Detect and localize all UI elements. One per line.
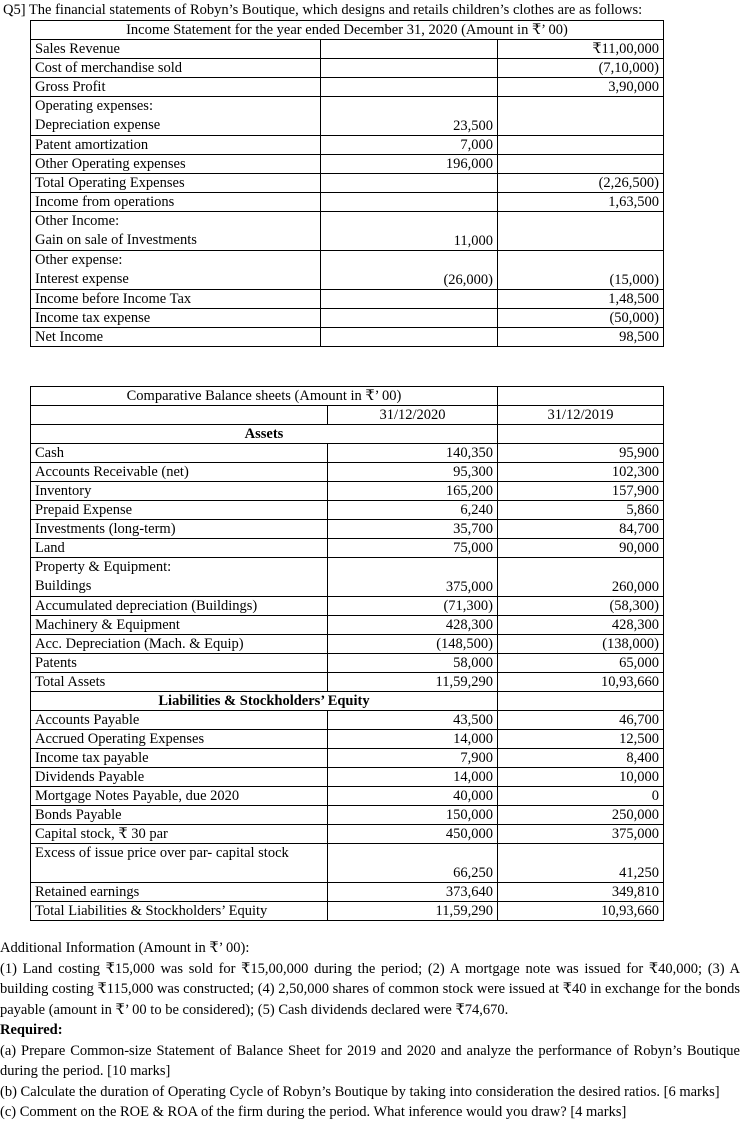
- assets-label: [31, 558, 328, 597]
- income-statement-label-line1: Other expense:: [35, 252, 123, 268]
- income-statement-row: [31, 193, 664, 212]
- income-statement-label: Net Income: [31, 328, 321, 347]
- income-statement-mid-value: [321, 174, 498, 193]
- assets-value-2019: 10,93,660: [498, 673, 664, 692]
- income-statement-mid-value: 196,000: [321, 155, 498, 174]
- assets-label: Patents: [31, 654, 328, 673]
- income-statement-row: [31, 97, 664, 136]
- assets-value-2020: 75,000: [328, 539, 498, 558]
- income-statement-label-line2: Gain on sale of Investments: [35, 232, 197, 248]
- liabilities-label: Retained earnings: [31, 883, 328, 902]
- assets-row: [31, 482, 664, 501]
- liabilities-value-2020: 450,000: [328, 825, 498, 844]
- income-statement-row: [31, 155, 664, 174]
- required-heading: Required:: [0, 1022, 63, 1038]
- assets-value-2020: 428,300: [328, 616, 498, 635]
- liabilities-label: Accounts Payable: [31, 711, 328, 730]
- liabilities-label: Total Liabilities & Stockholders’ Equity: [31, 902, 328, 921]
- income-statement-label-line2: Interest expense: [35, 271, 129, 287]
- liabilities-row: [31, 711, 664, 730]
- assets-value-2019: 95,900: [498, 444, 664, 463]
- liabilities-value-2019: 8,400: [498, 749, 664, 768]
- assets-label-line2: Buildings: [35, 578, 92, 594]
- income-statement-right-value: ₹11,00,000: [498, 40, 664, 59]
- additional-info-text: (1) Land costing ₹15,000 was sold for ₹15,00,000 during the period; (2) A mortgage note was issued for ₹40,000; (3) A building costing ₹115,000 was constructed; (4) 2,50,000 shares of common stock were issued at ₹40 in exchange for the bonds payable (amount in ₹’ 00 to be considered); (5) Cash dividends declared were ₹74,670.: [0, 960, 740, 1018]
- liabilities-value-2020: 14,000: [328, 768, 498, 787]
- liabilities-row: [31, 730, 664, 749]
- income-statement-label: Income tax expense: [31, 309, 321, 328]
- assets-value-2020: 35,700: [328, 520, 498, 539]
- income-statement-row: [31, 309, 664, 328]
- assets-row: [31, 520, 664, 539]
- assets-value-2019: 5,860: [498, 501, 664, 520]
- assets-label: Machinery & Equipment: [31, 616, 328, 635]
- liabilities-value-2020: 40,000: [328, 787, 498, 806]
- income-statement-header-row: [31, 21, 664, 40]
- liabilities-row: [31, 902, 664, 921]
- assets-value-2020: 95,300: [328, 463, 498, 482]
- assets-row: [31, 501, 664, 520]
- assets-value-2020: (148,500): [328, 635, 498, 654]
- income-statement-label: Cost of merchandise sold: [31, 59, 321, 78]
- balance-sheet-header-row: [31, 387, 664, 406]
- income-statement-mid-value: (26,000): [321, 251, 498, 290]
- liabilities-label: Income tax payable: [31, 749, 328, 768]
- liabilities-value-2020: 11,59,290: [328, 902, 498, 921]
- income-statement-right-value: (2,26,500): [498, 174, 664, 193]
- liabilities-label: Bonds Payable: [31, 806, 328, 825]
- income-statement-label: Gross Profit: [31, 78, 321, 97]
- liabilities-row: [31, 825, 664, 844]
- income-statement-header: Income Statement for the year ended December 31, 2020 (Amount in ₹’ 00): [31, 21, 664, 40]
- liabilities-value-2019: 10,93,660: [498, 902, 664, 921]
- income-statement-label-line1: Other Income:: [35, 213, 120, 229]
- liabilities-label: [31, 844, 328, 883]
- assets-value-2020: 11,59,290: [328, 673, 498, 692]
- income-statement-mid-value: [321, 290, 498, 309]
- assets-value-2020: 165,200: [328, 482, 498, 501]
- assets-label: Accumulated depreciation (Buildings): [31, 597, 328, 616]
- income-statement-label: Other Operating expenses: [31, 155, 321, 174]
- balance-sheet-date-row: [31, 406, 664, 425]
- income-statement-label-line2: Depreciation expense: [35, 117, 161, 133]
- balance-sheet-table: [30, 386, 664, 921]
- income-statement-label: Income from operations: [31, 193, 321, 212]
- income-statement-label: [31, 251, 321, 290]
- income-statement-row: [31, 78, 664, 97]
- col-2020-header: 31/12/2020: [328, 406, 498, 425]
- assets-row: [31, 463, 664, 482]
- balance-sheet-header: Comparative Balance sheets (Amount in ₹’ 00): [31, 387, 498, 406]
- assets-value-2019: 84,700: [498, 520, 664, 539]
- liabilities-value-2020: 373,640: [328, 883, 498, 902]
- liabilities-value-2020: 43,500: [328, 711, 498, 730]
- income-statement-mid-value: [321, 328, 498, 347]
- income-statement-mid-value: [321, 78, 498, 97]
- income-statement-mid-value: [321, 40, 498, 59]
- assets-row: [31, 654, 664, 673]
- assets-label: Total Assets: [31, 673, 328, 692]
- liabilities-heading-row: [31, 692, 664, 711]
- assets-row: [31, 539, 664, 558]
- assets-label: Prepaid Expense: [31, 501, 328, 520]
- liabilities-value-2019: 41,250: [498, 844, 664, 883]
- assets-row: [31, 597, 664, 616]
- income-statement-row: [31, 136, 664, 155]
- income-statement-row: [31, 174, 664, 193]
- liabilities-label: Dividends Payable: [31, 768, 328, 787]
- assets-value-2020: 6,240: [328, 501, 498, 520]
- assets-row: [31, 558, 664, 597]
- liabilities-row: [31, 883, 664, 902]
- assets-value-2020: (71,300): [328, 597, 498, 616]
- income-statement-row: [31, 212, 664, 251]
- income-statement-row: [31, 59, 664, 78]
- additional-info-heading: Additional Information (Amount in ₹’ 00):: [0, 940, 250, 956]
- assets-value-2019: 260,000: [498, 558, 664, 597]
- assets-heading: Assets: [31, 425, 498, 444]
- income-statement-row: [31, 328, 664, 347]
- income-statement-right-value: 98,500: [498, 328, 664, 347]
- income-statement-mid-value: [321, 59, 498, 78]
- income-statement-mid-value: [321, 193, 498, 212]
- assets-label-line1: Property & Equipment:: [35, 559, 172, 575]
- assets-row: [31, 444, 664, 463]
- liabilities-label: Capital stock, ₹ 30 par: [31, 825, 328, 844]
- assets-value-2019: 90,000: [498, 539, 664, 558]
- assets-value-2019: (138,000): [498, 635, 664, 654]
- income-statement-label-line1: Operating expenses:: [35, 98, 153, 114]
- assets-row: [31, 616, 664, 635]
- assets-value-2019: 157,900: [498, 482, 664, 501]
- income-statement-right-value: [498, 97, 664, 136]
- assets-heading-blank: [498, 425, 664, 444]
- notes-section: [0, 938, 740, 1123]
- col-2019-header: 31/12/2019: [498, 406, 664, 425]
- income-statement-mid-value: [321, 309, 498, 328]
- assets-row: [31, 635, 664, 654]
- income-statement-label: [31, 212, 321, 251]
- assets-label: Cash: [31, 444, 328, 463]
- income-statement-label: Patent amortization: [31, 136, 321, 155]
- assets-row: [31, 673, 664, 692]
- required-a: (a) Prepare Common-size Statement of Balance Sheet for 2019 and 2020 and analyze the performance of Robyn’s Boutique during the period. [10 marks]: [0, 1042, 740, 1079]
- income-statement-right-value: [498, 212, 664, 251]
- required-c: (c) Comment on the ROE & ROA of the firm during the period. What inference would you draw? [4 marks]: [0, 1104, 627, 1120]
- liabilities-value-2019: 46,700: [498, 711, 664, 730]
- income-statement-mid-value: 7,000: [321, 136, 498, 155]
- liabilities-value-2020: 14,000: [328, 730, 498, 749]
- assets-value-2019: 428,300: [498, 616, 664, 635]
- required-b: (b) Calculate the duration of Operating Cycle of Robyn’s Boutique by taking into consideration the desired ratios. [6 marks]: [0, 1083, 720, 1100]
- liabilities-value-2019: 349,810: [498, 883, 664, 902]
- liabilities-value-2019: 12,500: [498, 730, 664, 749]
- assets-label: Acc. Depreciation (Mach. & Equip): [31, 635, 328, 654]
- income-statement-row: [31, 40, 664, 59]
- income-statement-row: [31, 251, 664, 290]
- income-statement-table: [30, 20, 664, 347]
- assets-label: Land: [31, 539, 328, 558]
- liabilities-value-2019: 10,000: [498, 768, 664, 787]
- liabilities-row: [31, 844, 664, 883]
- assets-value-2020: 375,000: [328, 558, 498, 597]
- income-statement-right-value: (50,000): [498, 309, 664, 328]
- liabilities-row: [31, 749, 664, 768]
- income-statement-right-value: (15,000): [498, 251, 664, 290]
- assets-label: Inventory: [31, 482, 328, 501]
- liabilities-value-2019: 0: [498, 787, 664, 806]
- assets-value-2019: 102,300: [498, 463, 664, 482]
- income-statement-label: Total Operating Expenses: [31, 174, 321, 193]
- income-statement-right-value: 1,63,500: [498, 193, 664, 212]
- income-statement-mid-value: 11,000: [321, 212, 498, 251]
- assets-value-2019: 65,000: [498, 654, 664, 673]
- income-statement-right-value: 3,90,000: [498, 78, 664, 97]
- liabilities-value-2020: 66,250: [328, 844, 498, 883]
- income-statement-label: [31, 97, 321, 136]
- income-statement-right-value: 1,48,500: [498, 290, 664, 309]
- question-title: Q5] The financial statements of Robyn’s Boutique, which designs and retails children’s clothes are as follows:: [3, 2, 643, 18]
- liabilities-value-2020: 7,900: [328, 749, 498, 768]
- liabilities-heading: Liabilities & Stockholders’ Equity: [31, 692, 498, 711]
- balance-sheet-header-blank: [498, 387, 664, 406]
- liabilities-heading-blank: [498, 692, 664, 711]
- liabilities-label: Mortgage Notes Payable, due 2020: [31, 787, 328, 806]
- income-statement-label: Sales Revenue: [31, 40, 321, 59]
- assets-heading-row: [31, 425, 664, 444]
- income-statement-right-value: (7,10,000): [498, 59, 664, 78]
- assets-label: Accounts Receivable (net): [31, 463, 328, 482]
- liabilities-value-2020: 150,000: [328, 806, 498, 825]
- income-statement-row: [31, 290, 664, 309]
- liabilities-row: [31, 787, 664, 806]
- liabilities-label: Accrued Operating Expenses: [31, 730, 328, 749]
- liabilities-label-line2: [35, 863, 323, 882]
- liabilities-value-2019: 250,000: [498, 806, 664, 825]
- liabilities-value-2019: 375,000: [498, 825, 664, 844]
- income-statement-mid-value: 23,500: [321, 97, 498, 136]
- assets-value-2020: 58,000: [328, 654, 498, 673]
- liabilities-row: [31, 806, 664, 825]
- income-statement-right-value: [498, 136, 664, 155]
- assets-label: Investments (long-term): [31, 520, 328, 539]
- date-row-blank: [31, 406, 328, 425]
- assets-value-2020: 140,350: [328, 444, 498, 463]
- income-statement-right-value: [498, 155, 664, 174]
- liabilities-row: [31, 768, 664, 787]
- income-statement-label: Income before Income Tax: [31, 290, 321, 309]
- assets-value-2019: (58,300): [498, 597, 664, 616]
- liabilities-label-line1: Excess of issue price over par- capital stock: [35, 845, 289, 861]
